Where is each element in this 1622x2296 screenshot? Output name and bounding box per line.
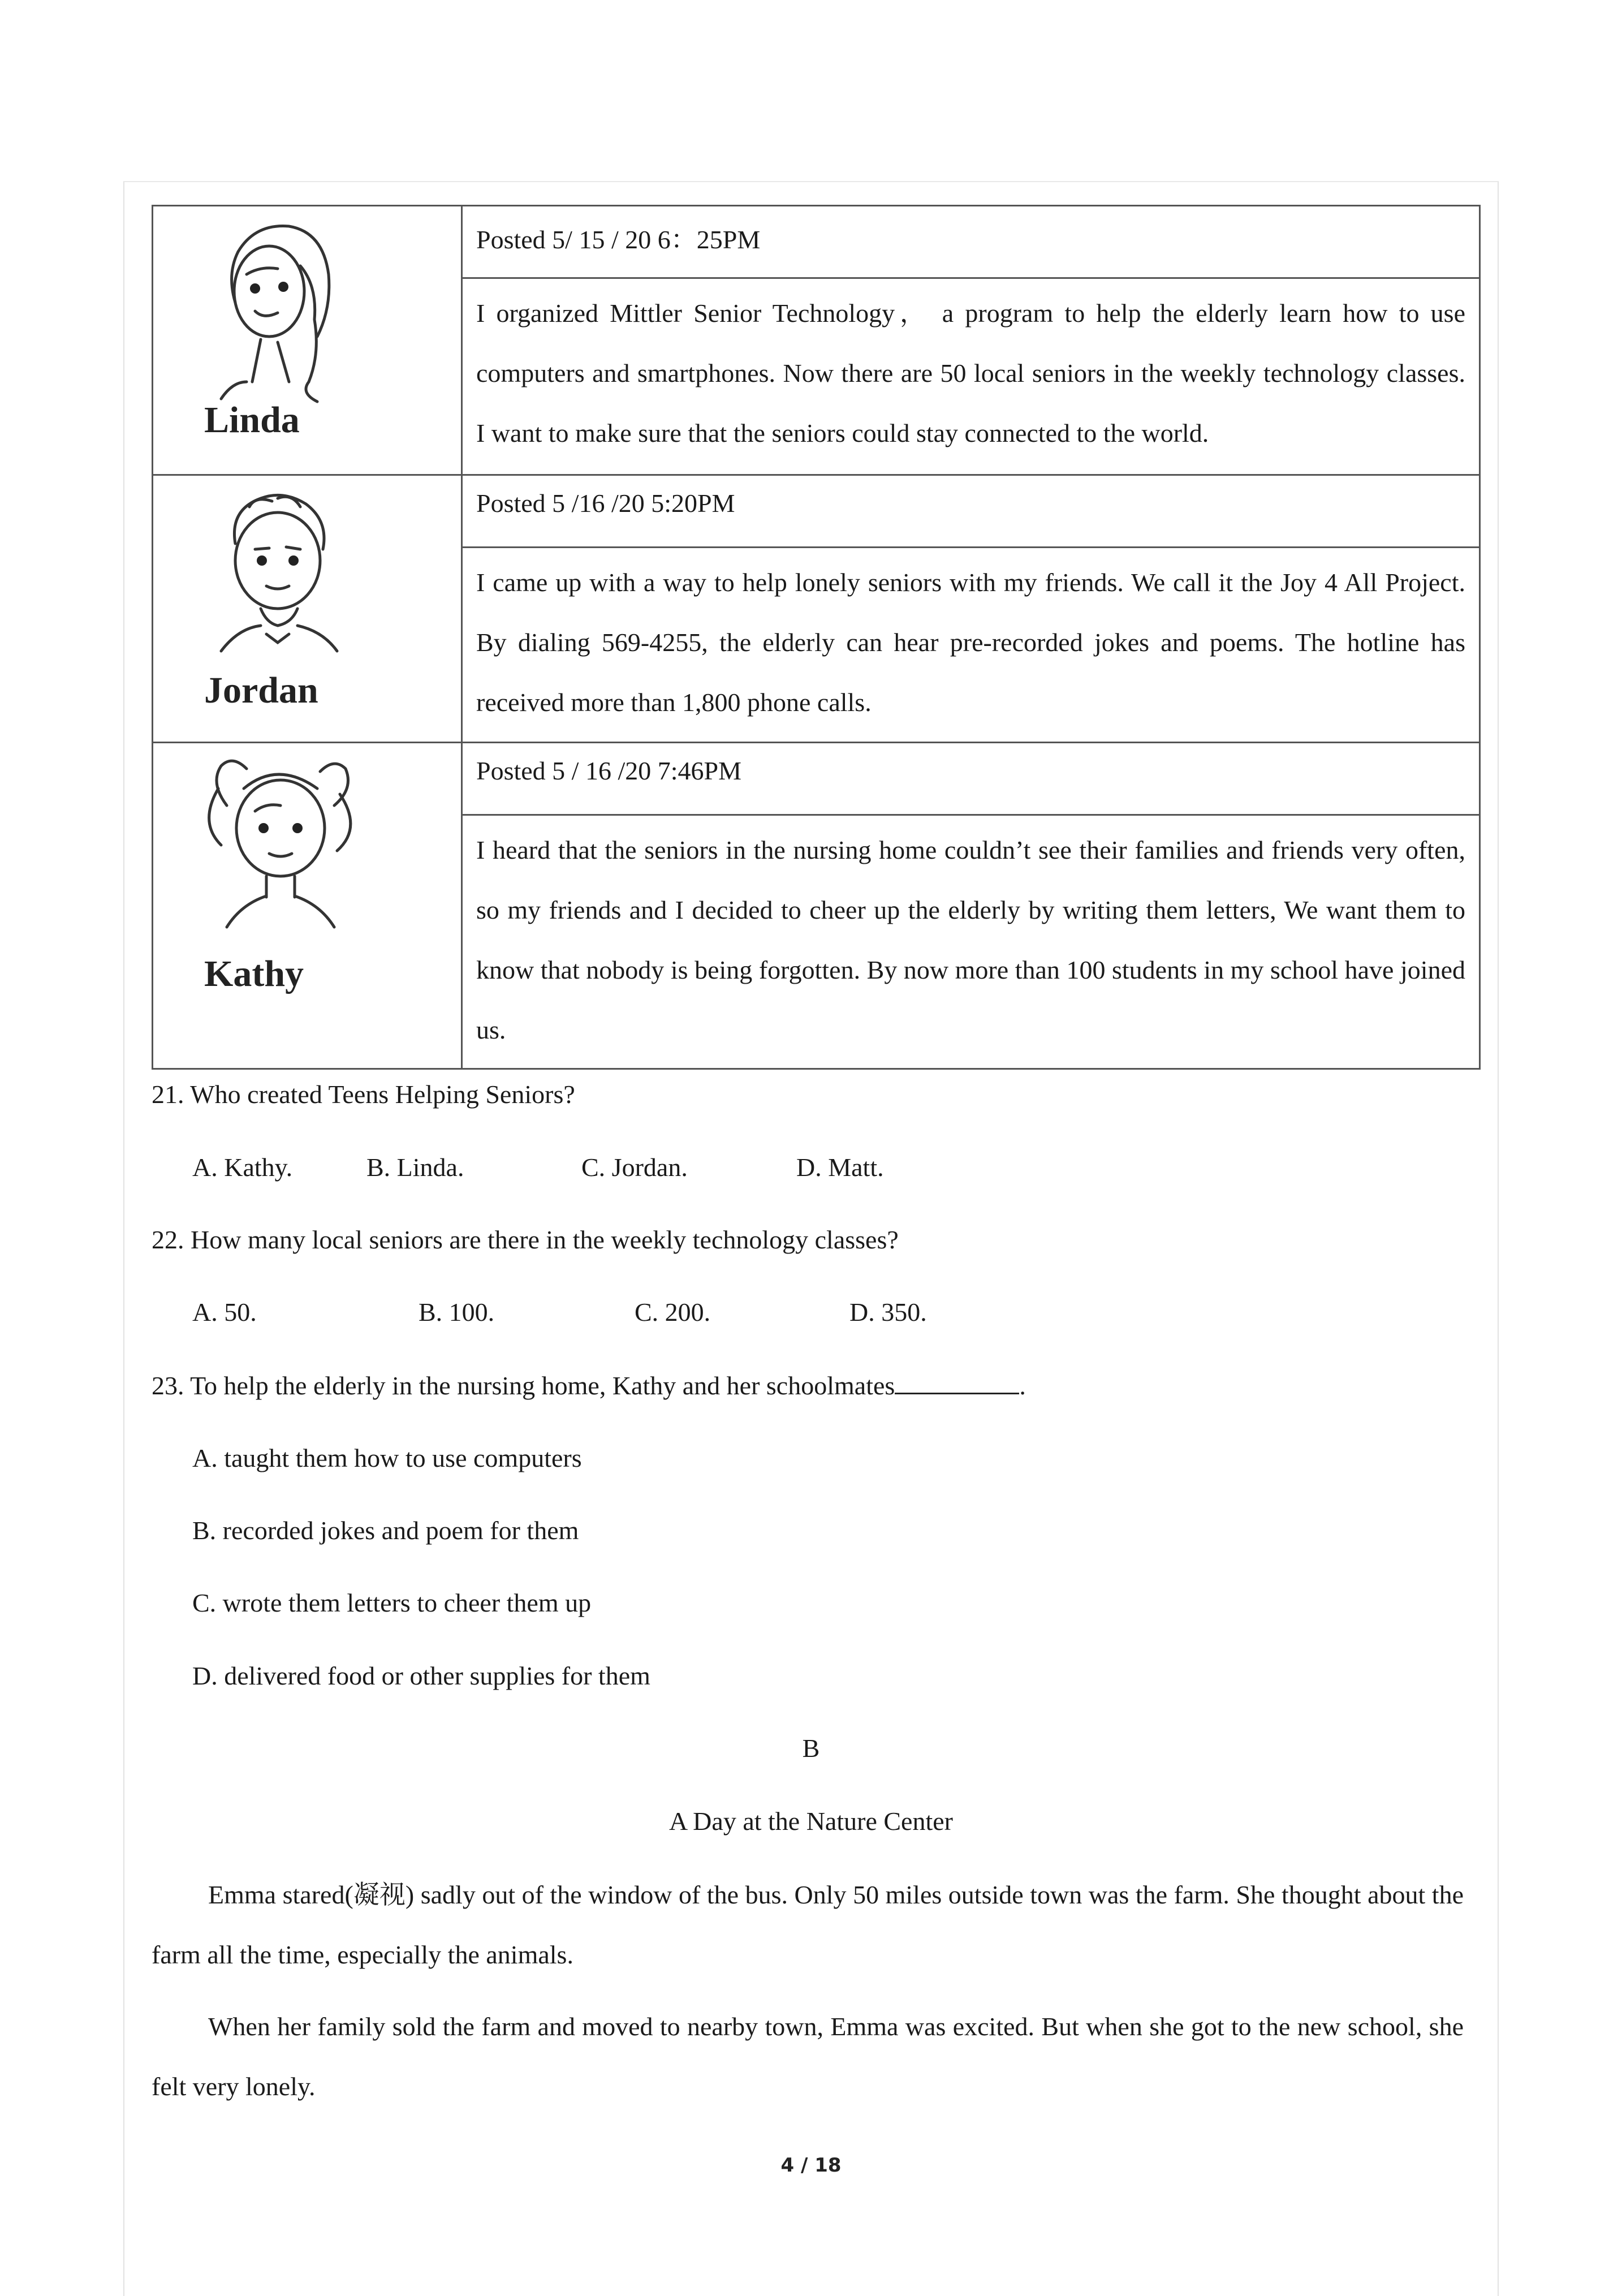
avatar-cell [153,476,463,742]
option-d[interactable]: D. 350. [849,1298,927,1326]
post-row [153,742,1479,1068]
option-c[interactable]: C. Jordan. [581,1153,688,1182]
person-name: Jordan [204,670,318,711]
person-name: Linda [204,399,300,441]
option-d[interactable]: D. delivered food or other supplies for them [192,1661,650,1690]
option-a[interactable]: A. Kathy. [192,1153,293,1182]
question-23-end: . [1019,1371,1026,1400]
post-content [463,206,1479,474]
paragraph: Emma stared(凝视) sadly out of the window of the bus. Only 50 miles outside town was the farm. She thought about the farm all the time, especially the animals. [152,1880,1464,1969]
answer-blank[interactable] [895,1370,1019,1394]
paragraph: When her family sold the farm and moved to nearby town, Emma was excited. But when she got to the new school, she felt very lonely. [152,2012,1464,2101]
boy-face-icon [187,481,357,668]
option-a[interactable]: A. taught them how to use computers [192,1444,582,1472]
option-a[interactable]: A. 50. [192,1298,257,1326]
post-message: I came up with a way to help lonely seniors with my friends. We call it the Joy 4 All Project. By dialing 569-4255, the elderly can hear pre-recorded jokes and poems. The hotline has received more than 1,800 phone calls. [476,568,1465,717]
avatar-cell [153,743,463,1068]
person-name: Kathy [204,953,304,994]
avatar-cell [153,206,463,474]
question-22: 22. How many local seniors are there in the weekly technology classes? [152,1225,899,1254]
post-content [463,476,1479,742]
section-title: A Day at the Nature Center [669,1807,953,1836]
post-content [463,743,1479,1068]
question-23 [152,1370,1026,1401]
post-timestamp: Posted 5 /16 /20 5:20PM [463,476,1479,548]
page-number: 4 / 18 [780,2154,842,2177]
post-timestamp: Posted 5 / 16 /20 7:46PM [463,743,1479,816]
option-c[interactable]: C. 200. [635,1298,711,1326]
girl-pigtails-icon [187,749,374,941]
post-row [153,474,1479,742]
section-letter: B [802,1734,820,1763]
question-21: 21. Who created Teens Helping Seniors? [152,1080,575,1109]
girl-braid-icon [187,212,357,410]
post-row [153,206,1479,474]
post-message: I organized Mittler Senior Technology， a program to help the elderly learn how to use computers and smartphones. Now there are 50 local seniors in the weekly technology classes. I want to make sure that the seniors could stay connected to the world. [476,299,1465,447]
option-d[interactable]: D. Matt. [796,1153,884,1182]
option-b[interactable]: B. Linda. [366,1153,464,1182]
option-b[interactable]: B. 100. [419,1298,495,1326]
question-23-text: 23. To help the elderly in the nursing home, Kathy and her schoolmates [152,1371,895,1400]
posts-table [152,205,1481,1070]
post-message: I heard that the seniors in the nursing home couldn’t see their families and friends very often, so my friends and I decided to cheer up the elderly by writing them letters, We want them to know that nobody is being forgotten. By now more than 100 students in my school have joined us. [476,835,1465,1044]
option-b[interactable]: B. recorded jokes and poem for them [192,1516,579,1545]
post-timestamp: Posted 5/ 15 / 20 6：25PM [463,206,1479,279]
option-c[interactable]: C. wrote them letters to cheer them up [192,1588,592,1617]
